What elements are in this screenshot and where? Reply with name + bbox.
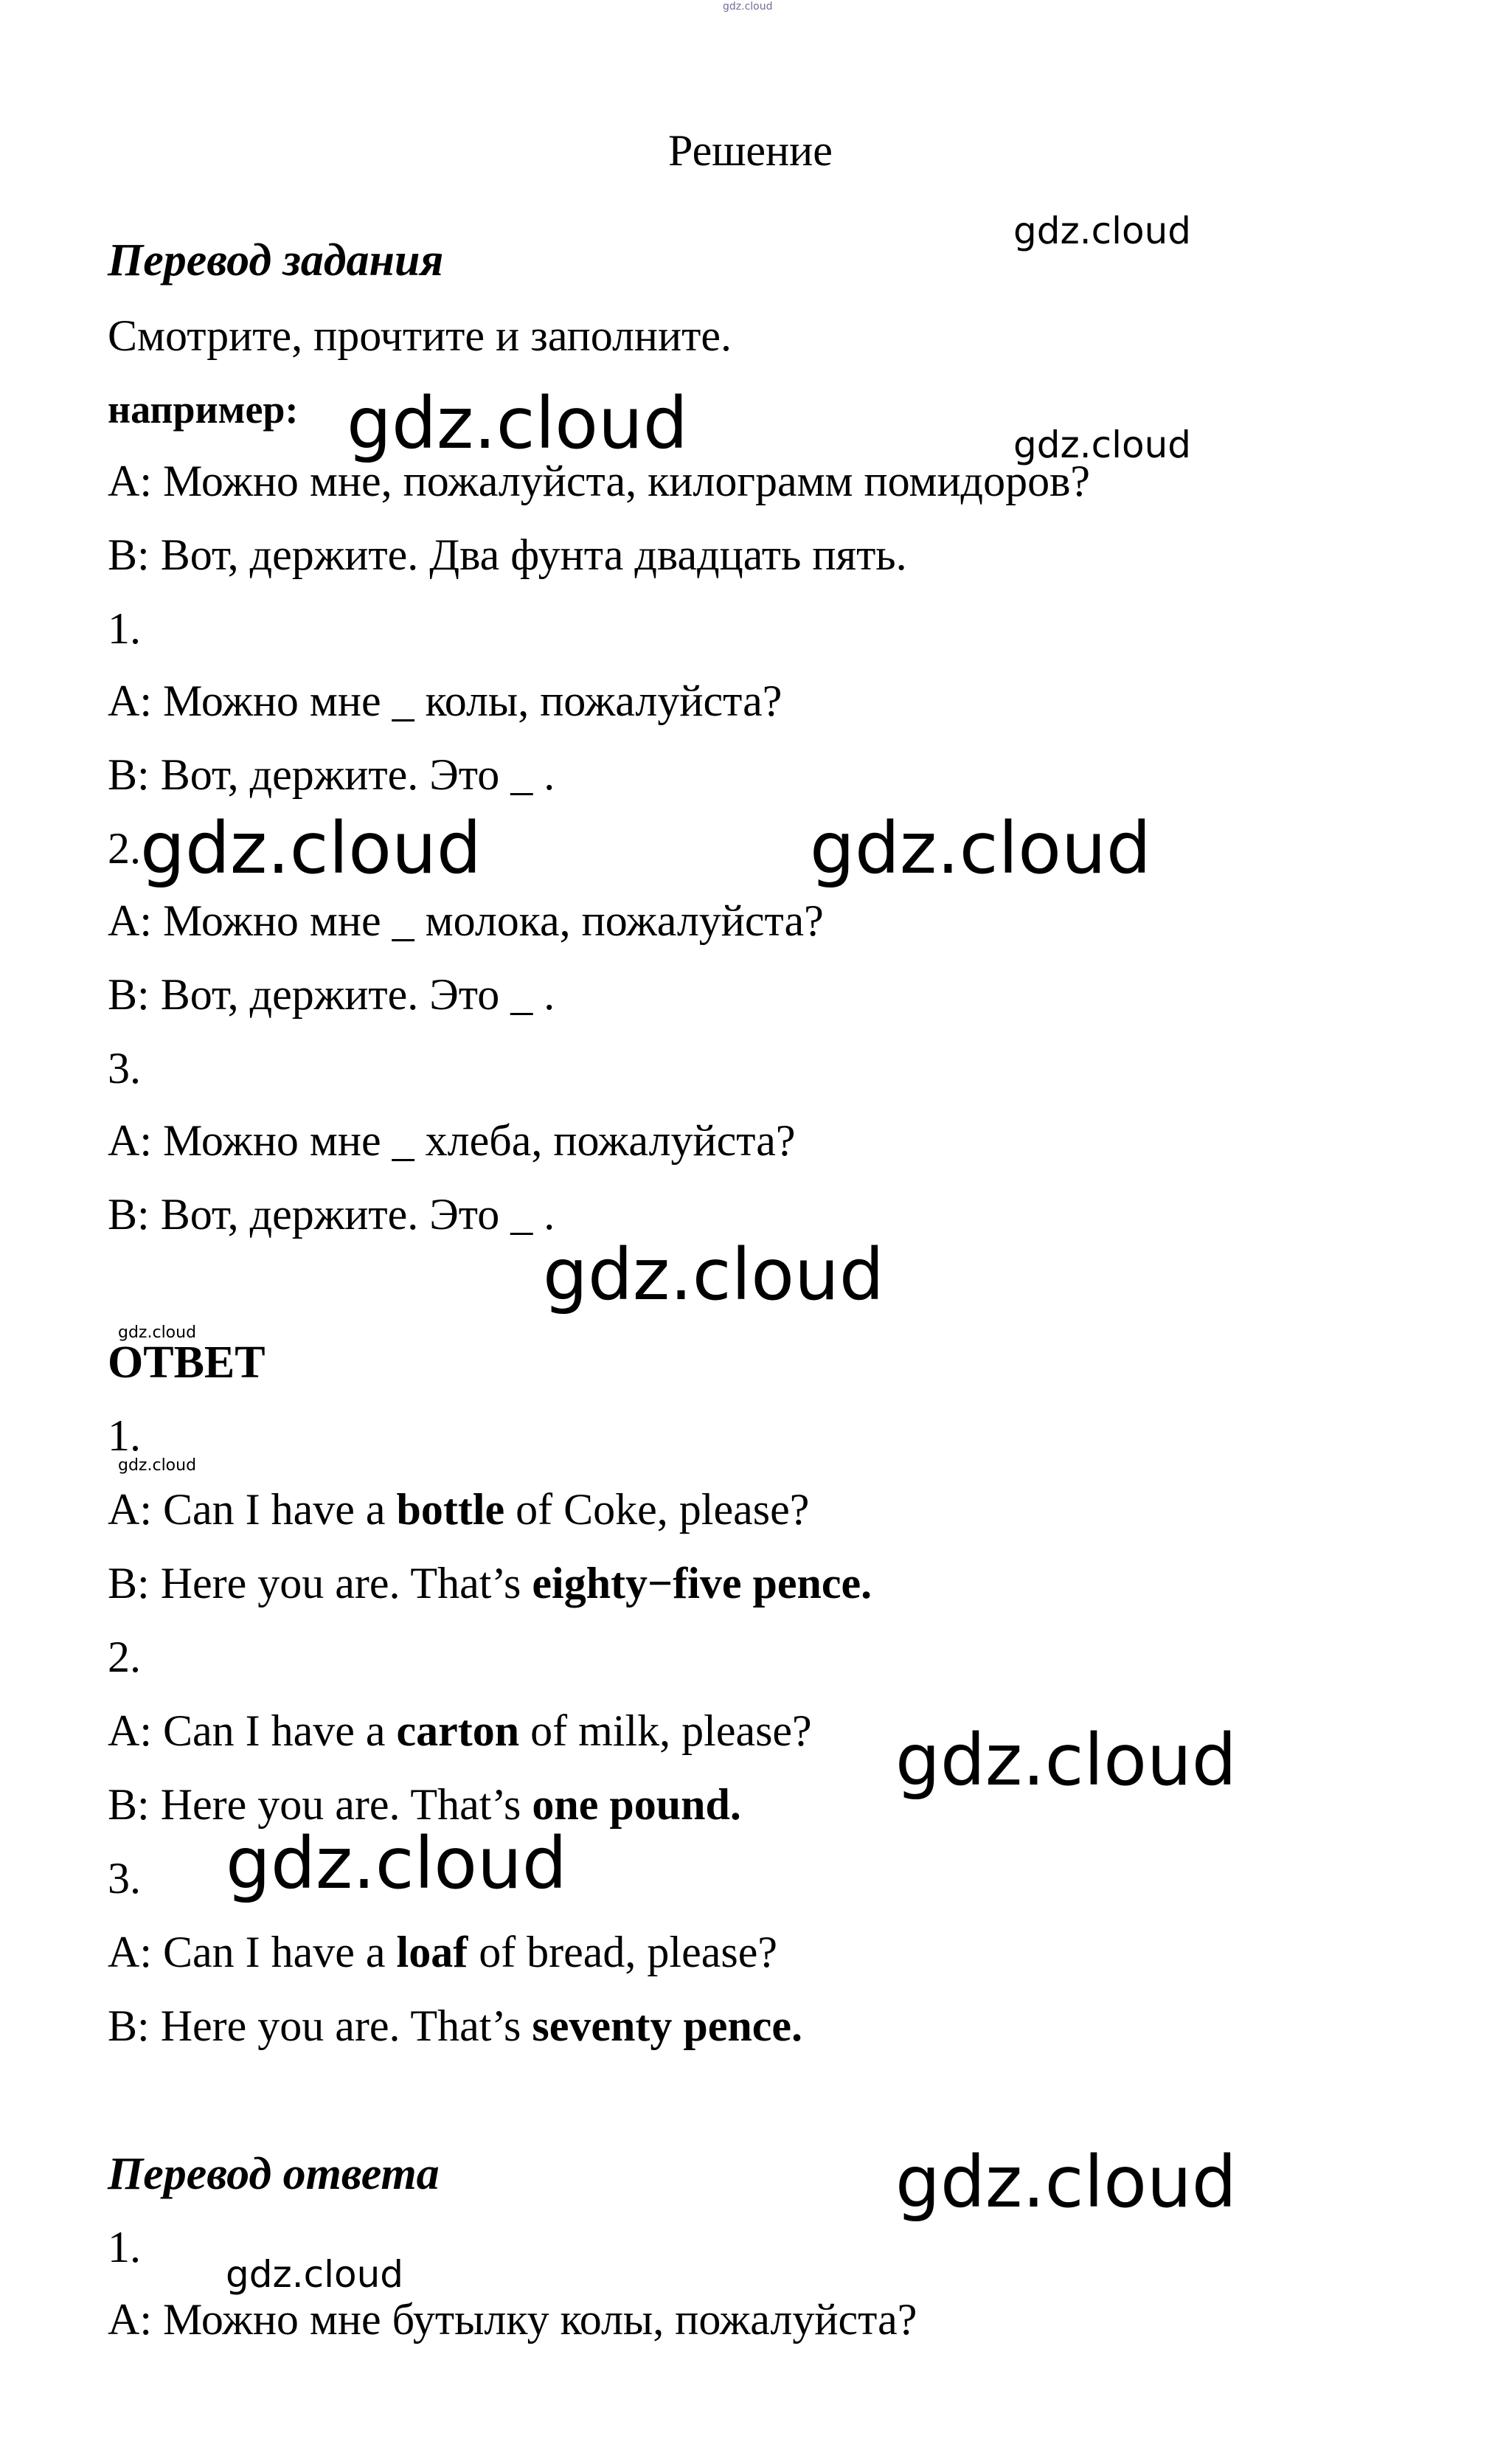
example-line-a: A: Можно мне, пожалуйста, килограмм помидоров? [108,457,1091,505]
task-item-line-b: B: Вот, держите. Это _ . [108,750,555,799]
watermark: gdz.cloud [347,382,688,465]
watermark: gdz.cloud [810,807,1151,890]
translation-line-a: A: Можно мне бутылку колы, пожалуйста? [108,2295,917,2344]
watermark: gdz.cloud [1013,210,1192,252]
example-label: например: [108,387,299,432]
task-item-number: 3. [108,1044,141,1093]
watermark: gdz.cloud [226,2253,404,2296]
translation-item-number: 1. [108,2223,141,2271]
task-item-line-a: A: Можно мне _ молока, пожалуйста? [108,896,824,945]
watermark: gdz.cloud [895,2141,1237,2224]
example-line-b: B: Вот, держите. Два фунта двадцать пять. [108,530,907,579]
task-item-line-b: B: Вот, держите. Это _ . [108,970,555,1019]
watermark: gdz.cloud [140,807,482,890]
task-item-number: 1. [108,604,141,653]
answer-line-b: B: Here you are. That’s seventy pence. [108,2001,802,2050]
answer-translation-heading: Перевод ответа [108,2149,440,2199]
answer-item-number: 3. [108,1854,141,1903]
task-item-number: 2. [108,824,141,873]
task-translation-heading: Перевод задания [108,235,444,285]
task-item-line-a: A: Можно мне _ хлеба, пожалуйста? [108,1116,796,1165]
watermark: gdz.cloud [543,1233,884,1316]
answer-item-number: 1. [108,1411,141,1460]
task-item-line-a: A: Можно мне _ колы, пожалуйста? [108,676,783,725]
answer-item-number: 2. [108,1633,141,1681]
watermark: gdz.cloud [723,1,773,13]
answer-line-a: A: Can I have a carton of milk, please? [108,1706,812,1755]
watermark: gdz.cloud [118,1323,197,1342]
watermark: gdz.cloud [118,1456,197,1475]
watermark: gdz.cloud [226,1822,567,1905]
watermark: gdz.cloud [895,1719,1237,1802]
answer-line-a: A: Can I have a loaf of bread, please? [108,1928,777,1976]
answer-line-a: A: Can I have a bottle of Coke, please? [108,1485,810,1534]
watermark: gdz.cloud [1013,423,1192,466]
answer-heading: ОТВЕТ [108,1337,266,1388]
task-item-line-b: B: Вот, держите. Это _ . [108,1190,555,1239]
answer-line-b: B: Here you are. That’s one pound. [108,1780,741,1829]
task-instruction: Смотрите, прочтите и заполните. [108,311,732,360]
answer-line-b: B: Here you are. That’s eighty−five pence. [108,1559,872,1608]
page-title: Решение [668,126,833,175]
